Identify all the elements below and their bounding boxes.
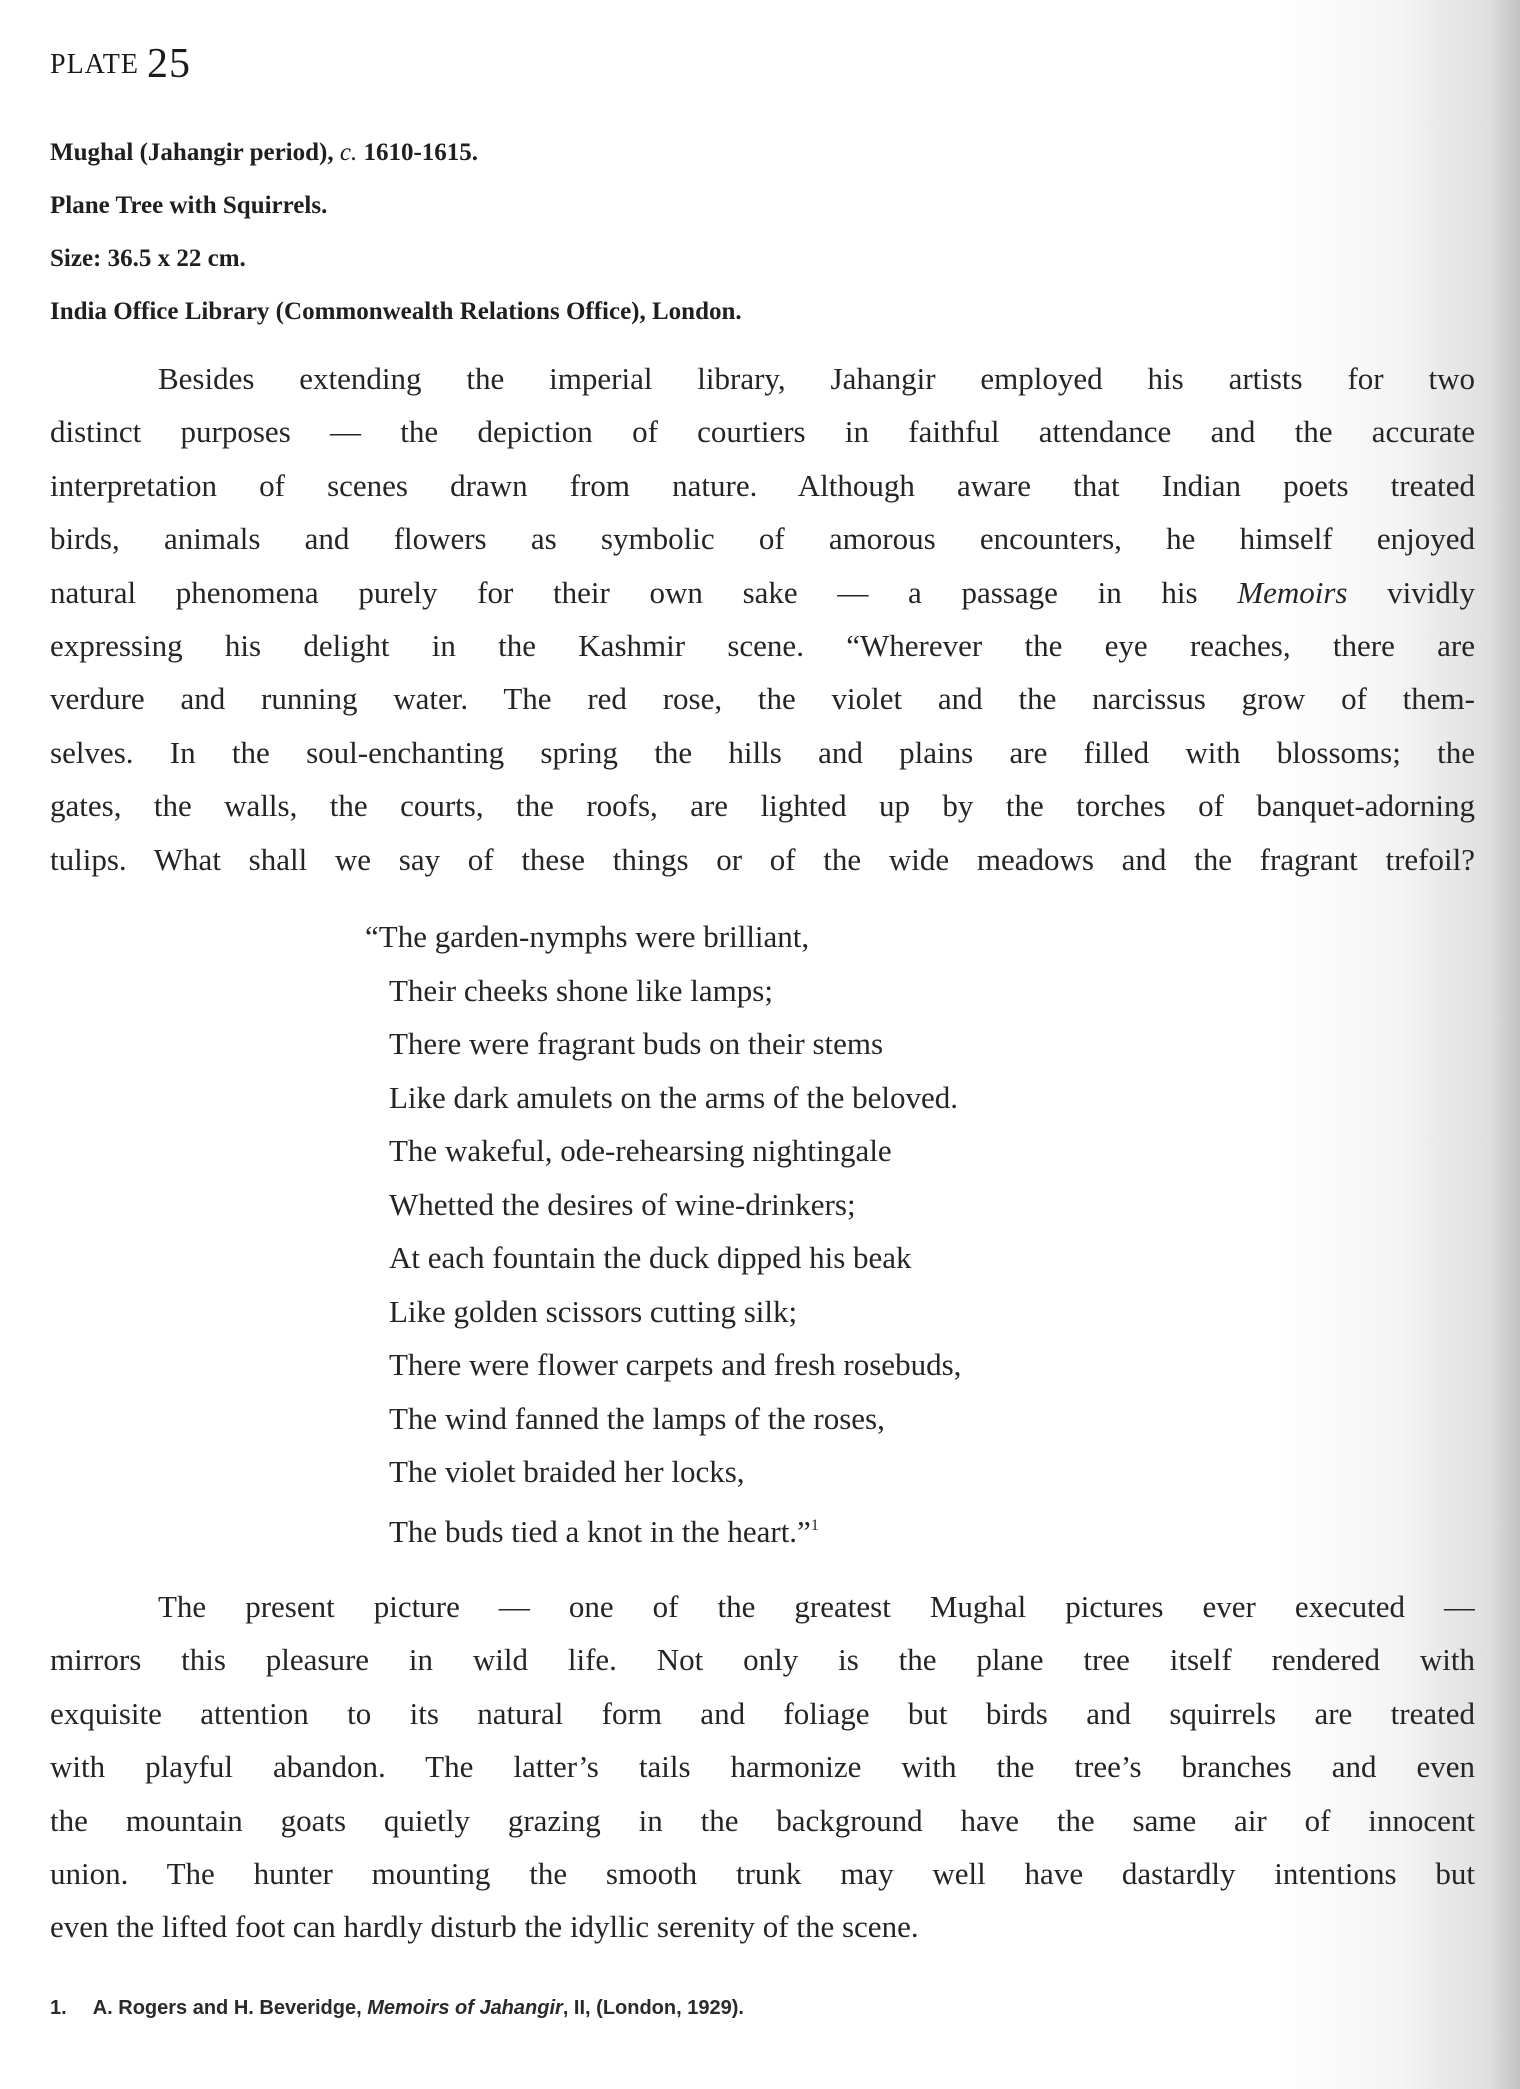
paragraph-line: The present picture — one of the greatest Mughal pictures ever executed —: [158, 1589, 1475, 1624]
footnote-authors: A. Rogers and H. Beveridge,: [92, 1997, 368, 2019]
footnote-number: 1.: [50, 1997, 67, 2019]
verse-line: There were flower carpets and fresh rosebuds,: [389, 1347, 962, 1382]
verse-line: [365, 1499, 961, 1553]
paragraph-line: selves. In the soul-enchanting spring the hills and plains are filled with blossoms; the: [50, 734, 1475, 770]
paragraph-line: even the lifted foot can hardly disturb the idyllic serenity of the scene.: [50, 1909, 919, 1945]
paragraph-line: union. The hunter mounting the smooth trunk may well have dastardly intentions but: [50, 1855, 1475, 1891]
verse-line: There were fragrant buds on their stems: [389, 1026, 884, 1061]
paragraph-line-tail: vividly: [1347, 574, 1475, 610]
paragraph-line: verdure and running water. The red rose, the violet and the narcissus grow of them-: [50, 681, 1475, 717]
verse-line: “The garden-nymphs were brilliant,: [365, 919, 810, 954]
memoirs-title: Memoirs: [1237, 574, 1348, 610]
caption-size: Size: 36.5 x 22 cm.: [50, 245, 246, 272]
page-edge-shadow: [1490, 0, 1520, 2089]
paragraph-line: tulips. What shall we say of these things or of the wide meadows and the fragrant trefoil?: [50, 841, 1475, 877]
caption-collection: India Office Library (Commonwealth Relations Office), London.: [50, 298, 742, 325]
paragraph-line: birds, animals and flowers as symbolic of amorous encounters, he himself enjoyed: [50, 521, 1475, 557]
paragraph-line: exquisite attention to its natural form and foliage but birds and squirrels are treated: [50, 1695, 1475, 1731]
verse-line: Like golden scissors cutting silk;: [389, 1293, 798, 1329]
paragraph-line: Besides extending the imperial library, Jahangir employed his artists for two: [158, 361, 1475, 396]
verse-line: The wakeful, ode-rehearsing nightingale: [389, 1133, 892, 1168]
body-paragraph-2: [50, 1580, 1475, 1954]
paragraph-line: with playful abandon. The latter’s tails harmonize with the tree’s branches and even: [50, 1749, 1475, 1785]
paragraph-line: the mountain goats quietly grazing in the background have the same air of innocent: [50, 1802, 1475, 1838]
verse-line: At each fountain the duck dipped his beak: [389, 1240, 912, 1275]
verse-line-text: The buds tied a knot in the heart.”: [389, 1513, 811, 1549]
caption-period: [50, 126, 1430, 179]
caption-period-text: Mughal (Jahangir period),: [50, 139, 340, 166]
footnote-publication: , II, (London, 1929).: [562, 1997, 744, 2019]
verse-line: The wind fanned the lamps of the roses,: [389, 1400, 885, 1436]
paragraph-line: gates, the walls, the courts, the roofs, are lighted up by the torches of banquet-adorning: [50, 788, 1475, 824]
paragraph-line: expressing his delight in the Kashmir scene. “Wherever the eye reaches, there are: [50, 627, 1475, 663]
caption-date: 1610-1615.: [357, 139, 479, 166]
verse-quote: [365, 910, 961, 1552]
plate-heading: [50, 40, 191, 88]
verse-line: Like dark amulets on the arms of the beloved.: [389, 1079, 959, 1115]
caption-block: [50, 126, 1430, 338]
verse-line: The violet braided her locks,: [389, 1454, 745, 1489]
caption-circa: c.: [339, 139, 358, 166]
footnote: [50, 1997, 744, 2020]
verse-line: Their cheeks shone like lamps;: [389, 972, 773, 1008]
caption-title: Plane Tree with Squirrels.: [50, 192, 328, 219]
plate-label: PLATE: [50, 49, 139, 80]
footnote-marker: 1: [810, 1516, 819, 1534]
paragraph-line: distinct purposes — the depiction of courtiers in faithful attendance and the accurate: [50, 414, 1475, 450]
paragraph-line-text: natural phenomena purely for their own sake — a passage in his: [50, 574, 1238, 610]
paragraph-line: mirrors this pleasure in wild life. Not only is the plane tree itself rendered with: [50, 1642, 1475, 1678]
paragraph-line: [50, 566, 1475, 619]
plate-number: 25: [147, 41, 191, 87]
body-paragraph-1: [50, 352, 1475, 886]
footnote-title: Memoirs of Jahangir: [367, 1997, 563, 2019]
paragraph-line: interpretation of scenes drawn from nature. Although aware that Indian poets treated: [50, 467, 1475, 503]
verse-line: Whetted the desires of wine-drinkers;: [389, 1186, 856, 1222]
